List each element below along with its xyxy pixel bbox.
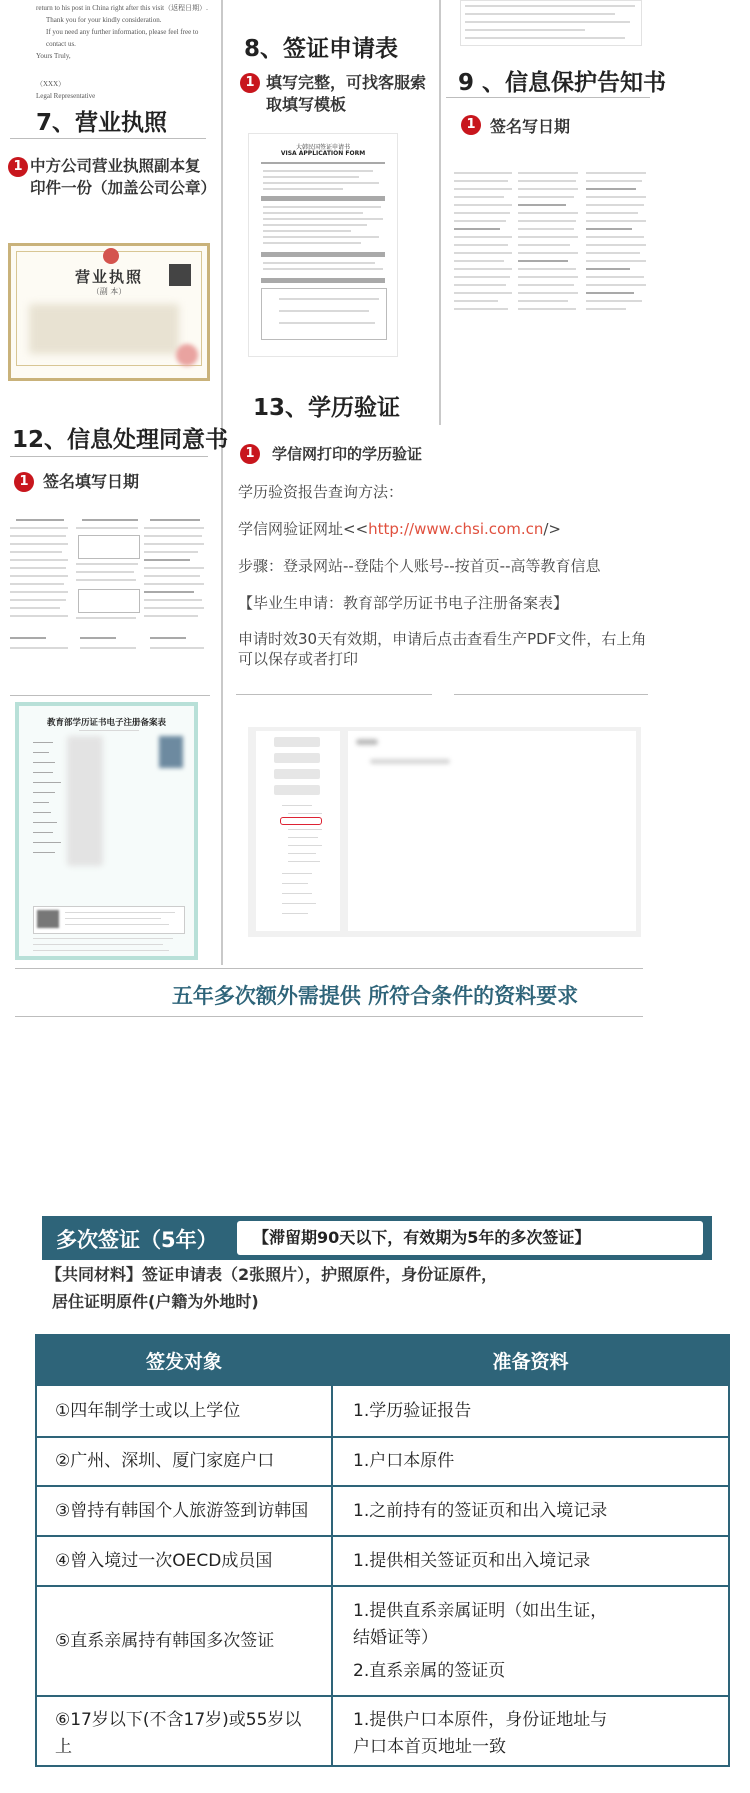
document-fragment-image (460, 0, 642, 46)
multi-visa-table (35, 1334, 730, 1767)
number-badge: 1 (8, 157, 28, 177)
column-divider-right (439, 0, 441, 425)
note-line: 填写完整，可找客服索 (266, 73, 427, 92)
record-title: 教育部学历证书电子注册备案表 (46, 718, 166, 728)
materials-cell (332, 1385, 729, 1437)
target-cell: ⑥17岁以下(不含17岁)或55岁以上 (36, 1696, 332, 1766)
target-cell: ①四年制学士或以上学位 (36, 1385, 332, 1437)
business-license-image (8, 243, 210, 381)
materials-cell (332, 1486, 729, 1536)
consent-note: 签名填写日期 (43, 472, 140, 491)
target-cell: ④曾入境过一次OECD成员国 (36, 1536, 332, 1586)
table-row (36, 1486, 729, 1536)
visa-application-form-image (248, 133, 398, 357)
table-header-row (36, 1335, 729, 1385)
url-suffix: /> (543, 520, 561, 538)
material-line: 户口本首页地址一致 (353, 1737, 506, 1757)
blurred-content (29, 304, 179, 354)
text-line: 申请时效30天有效期，申请后点击查看生产PDF文件，右上角 (238, 630, 647, 648)
table-row (36, 1536, 729, 1586)
education-line-4: 【毕业生申请：教育部学历证书电子注册备案表】 (238, 594, 569, 612)
qr-code-icon (169, 264, 191, 286)
visa-form-note (266, 72, 426, 116)
qr-code-icon (37, 910, 59, 928)
consent-form-image (10, 515, 210, 655)
seal-icon (176, 344, 198, 366)
materials-cell (332, 1696, 729, 1766)
number-badge: 1 (461, 115, 481, 135)
form-title-cn: 大韩民国签证申请书 (295, 144, 350, 151)
number-badge: 1 (14, 472, 34, 492)
education-line-5 (238, 629, 646, 669)
letter-line: If you need any further information, please feel free to contact us. (46, 28, 199, 48)
form-title-en: VISA APPLICATION FORM (280, 150, 366, 157)
section-title-business-license: 7、营业执照 (36, 110, 168, 136)
emblem-icon (103, 248, 119, 264)
column-divider-left (221, 0, 223, 965)
letter-fragment (36, 2, 216, 102)
materials-cell (332, 1437, 729, 1486)
note-line: 中方公司营业执照副本复 (30, 157, 201, 175)
divider (10, 138, 206, 139)
note-line: 取填写模板 (266, 95, 347, 114)
divider (15, 968, 643, 969)
text-line: 可以保存或者打印 (238, 650, 359, 668)
material-line: 1.户口本原件 (353, 1451, 455, 1471)
cert-title: 营业执照 (74, 268, 143, 286)
section-title-privacy-notice: 9 、信息保护告知书 (458, 70, 667, 96)
section-title-education: 13、学历验证 (253, 395, 401, 421)
letter-line: Legal Representative (36, 92, 96, 100)
material-line: 1.提供相关签证页和出入境记录 (353, 1550, 591, 1571)
note-line: 印件一份（加盖公司公章） (30, 179, 217, 197)
letter-line: Thank you for your kindly consideration. (46, 16, 162, 24)
column-header-target: 签发对象 (36, 1335, 332, 1385)
number-badge: 1 (240, 73, 260, 93)
business-license-note (30, 155, 216, 199)
divider (15, 1016, 643, 1017)
letter-line: return to his post in China right after this visit（返程日期）. (36, 4, 208, 12)
cert-subtitle: （副 本） (91, 287, 127, 296)
section-title-consent: 12、信息处理同意书 (12, 427, 229, 453)
url-prefix: 学信网验证网址<< (238, 520, 369, 538)
table-row (36, 1586, 729, 1696)
column-header-materials: 准备资料 (332, 1335, 729, 1385)
table-row (36, 1437, 729, 1486)
section-title-visa-form: 8、签证申请表 (244, 36, 399, 62)
letter-line: Yours Truly, (36, 52, 71, 60)
common-materials-line-2: 居住证明原件(户籍为外地时) (52, 1292, 259, 1311)
target-cell: ③曾持有韩国个人旅游签到访韩国 (36, 1486, 332, 1536)
education-line-3: 步骤：登录网站--登陆个人账号--按首页--高等教育信息 (238, 557, 601, 575)
material-line: 1.之前持有的签证页和出入境记录 (353, 1500, 608, 1521)
divider (454, 694, 648, 695)
divider (10, 695, 210, 696)
material-line: 1.提供直系亲属证明（如出生证， (353, 1600, 608, 1621)
materials-cell (332, 1586, 729, 1696)
divider (446, 97, 650, 98)
material-line: 2.直系亲属的签证页 (353, 1660, 506, 1681)
material-line: 1.学历验证报告 (353, 1400, 472, 1421)
blurred-content (370, 759, 450, 764)
divider (236, 694, 432, 695)
table-row (36, 1696, 729, 1766)
privacy-notice-note: 签名写日期 (490, 117, 571, 136)
multi-visa-heading: 五年多次额外需提供 所符合条件的资料要求 (171, 984, 579, 1008)
common-materials-line-1: 【共同材料】签证申请表（2张照片），护照原件，身份证原件， (46, 1265, 498, 1284)
education-line-1: 学历验资报告查询方法： (238, 483, 404, 501)
number-badge: 1 (240, 444, 260, 464)
education-record-image (15, 702, 198, 960)
chsi-link[interactable]: http://www.chsi.com.cn (368, 520, 544, 538)
materials-cell (332, 1536, 729, 1586)
photo-avatar (159, 736, 183, 768)
target-cell: ②广州、深圳、厦门家庭户口 (36, 1437, 332, 1486)
privacy-notice-image (452, 170, 652, 318)
banner-subtitle: 【滞留期90天以下，有效期为5年的多次签证】 (237, 1221, 703, 1255)
chsi-website-screenshot (248, 727, 641, 937)
divider (10, 456, 208, 457)
blurred-content (356, 739, 378, 745)
table-row (36, 1385, 729, 1437)
letter-line: （XXX） (36, 80, 66, 88)
material-line: 结婚证等） (353, 1627, 438, 1648)
material-line: 1.提供户口本原件，身份证地址与 (353, 1710, 608, 1730)
banner-title: 多次签证（5年） (56, 1228, 218, 1252)
target-cell: ⑤直系亲属持有韩国多次签证 (36, 1586, 332, 1696)
education-note: 学信网打印的学历验证 (272, 445, 423, 463)
blurred-content (67, 736, 103, 866)
education-line-2 (238, 518, 561, 539)
multi-visa-banner (42, 1216, 712, 1260)
